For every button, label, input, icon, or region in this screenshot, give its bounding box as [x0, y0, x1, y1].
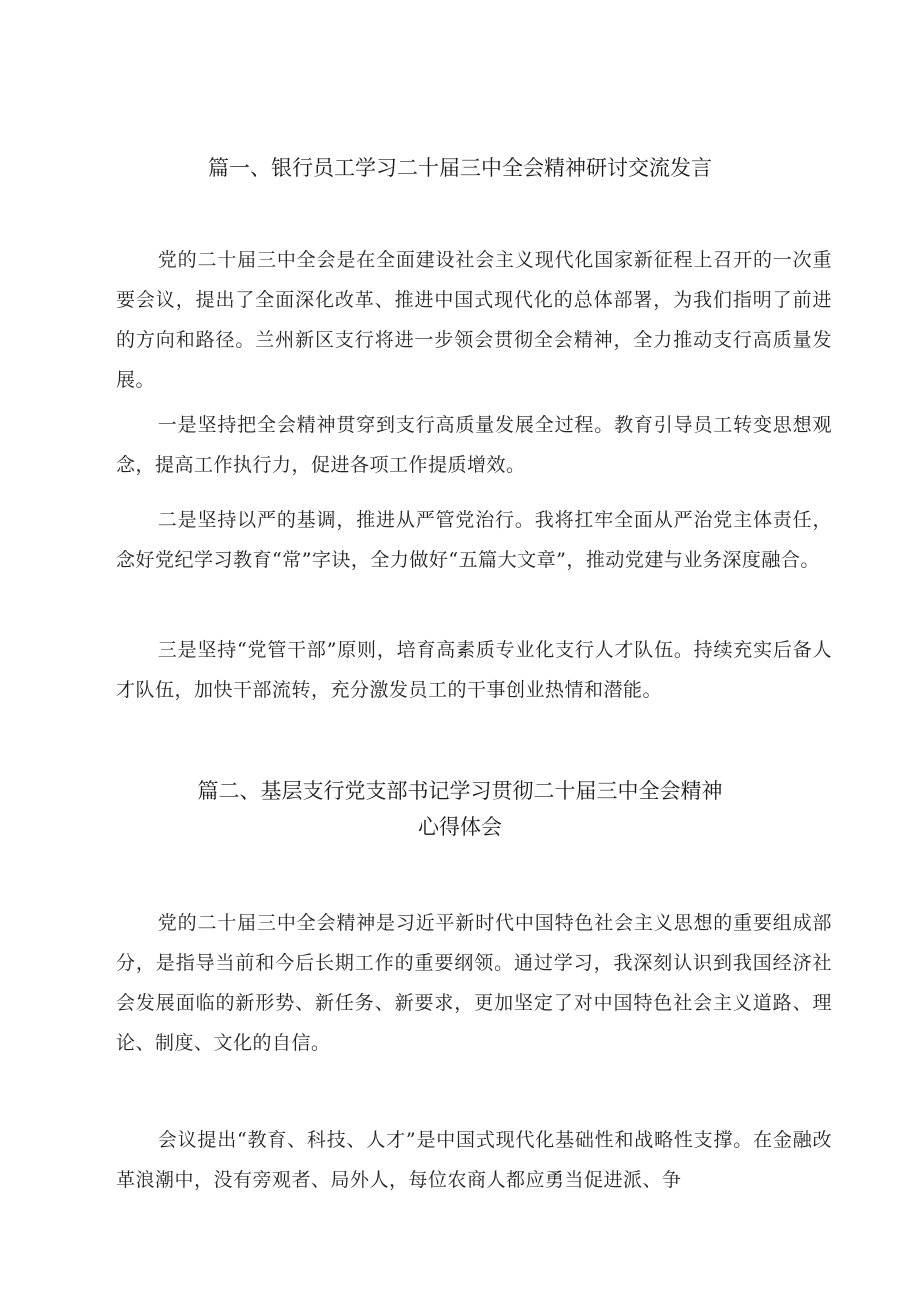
section2-title-line1: 篇二、基层支行党支部书记学习贯彻二十届三中全会精神	[197, 779, 723, 803]
section2-paragraph-2: 会议提出“教育、科技、人才”是中国式现代化基础性和战略性支撑。在金融改革浪潮中，没有旁观者、局外人，每位农商人都应勇当促进派、争	[116, 1129, 832, 1191]
section2-title-line2: 心得体会	[418, 815, 502, 839]
section1-paragraph-1: 党的二十届三中全会是在全面建设社会主义现代化国家新征程上召开的一次重要会议，提出了全面深化改革、推进中国式现代化的总体部署，为我们指明了前进的方向和路径。兰州新区支行将进一步领会贯彻全会精神，全力推动支行高质量发展。	[116, 249, 832, 391]
section1-paragraph-2: 一是坚持把全会精神贯穿到支行高质量发展全过程。教育引导员工转变思想观念，提高工作执行力，促进各项工作提质增效。	[116, 414, 832, 476]
section1-paragraph-4: 三是坚持“党管干部”原则，培育高素质专业化支行人才队伍。持续充实后备人才队伍，加快干部流转，充分激发员工的干事创业热情和潜能。	[116, 639, 832, 701]
section1-paragraph-3: 二是坚持以严的基调，推进从严管党治行。我将扛牢全面从严治党主体责任，念好党纪学习教育“常”字诀，全力做好“五篇大文章”，推动党建与业务深度融合。	[116, 509, 832, 571]
section1-title: 篇一、银行员工学习二十届三中全会精神研讨交流发言	[208, 156, 712, 180]
section2-title	[0, 773, 920, 845]
section2-paragraph-1: 党的二十届三中全会精神是习近平新时代中国特色社会主义思想的重要组成部分，是指导当前和今后长期工作的重要纲领。通过学习，我深刻认识到我国经济社会发展面临的新形势、新任务、新要求，更加坚定了对中国特色社会主义道路、理论、制度、文化的自信。	[116, 912, 832, 1054]
